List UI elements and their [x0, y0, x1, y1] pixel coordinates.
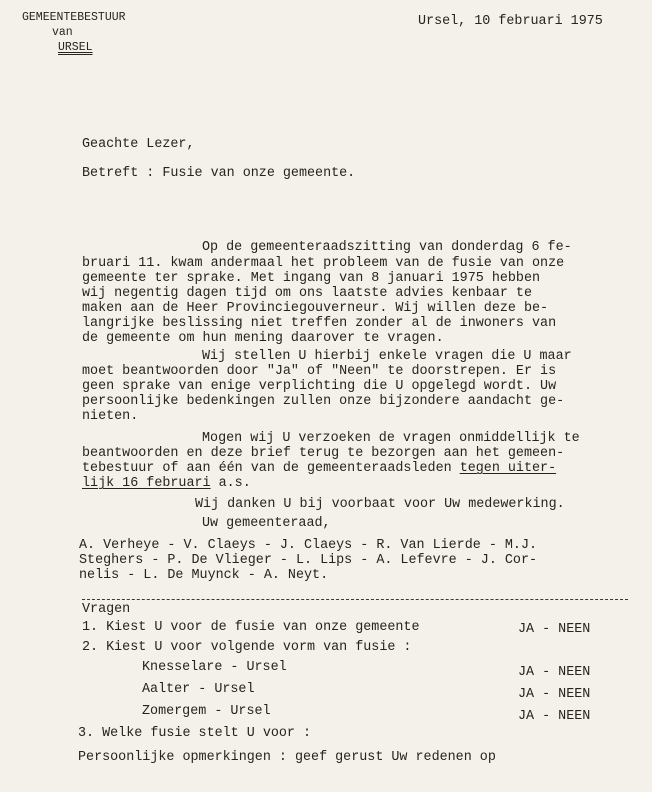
question-2: 2. Kiest U voor volgende vorm van fusie : [82, 640, 412, 655]
paragraph3-line [82, 476, 251, 491]
paragraph2-line: persoonlijke bedenkingen zullen onze bijzondere aandacht ge- [82, 394, 565, 409]
question-1: 1. Kiest U voor de fusie van onze gemeente [82, 620, 420, 635]
answer-choice-aalter[interactable]: JA - NEEN [518, 687, 591, 702]
paragraph2-line: nieten. [82, 409, 139, 424]
letterhead-organization: GEMEENTEBESTUUR [22, 11, 126, 24]
answer-choice-knesselare[interactable]: JA - NEEN [518, 665, 591, 680]
questions-heading: Vragen [82, 602, 131, 617]
paragraph3-text: a.s. [210, 476, 251, 491]
paragraph3-line [82, 461, 556, 476]
letterhead-municipality: URSEL [58, 41, 93, 54]
paragraph2-line: geen sprake van enige verplichting die U opgelegd wordt. Uw [82, 379, 557, 394]
option-zomergem: Zomergem - Ursel [142, 704, 271, 719]
place-date: Ursel, 10 februari 1975 [418, 14, 603, 29]
subject-line: Betreft : Fusie van onze gemeente. [82, 166, 356, 181]
paragraph2-line: Wij stellen U hierbij enkele vragen die U maar [202, 349, 572, 364]
signoff: Uw gemeenteraad, [202, 516, 331, 531]
paragraph1-line: langrijke beslissing niet treffen zonder al de inwoners van [82, 316, 557, 331]
option-knesselare: Knesselare - Ursel [142, 660, 287, 675]
paragraph3-line: beantwoorden en deze brief terug te bezorgen aan het gemeen- [82, 446, 565, 461]
deadline-underlined: tegen uiter- [459, 461, 557, 476]
question-3: 3. Welke fusie stelt U voor : [78, 726, 312, 741]
paragraph3-text: tebestuur of aan één van de gemeenteraadsleden [82, 461, 460, 476]
answer-choice-zomergem[interactable]: JA - NEEN [518, 709, 591, 724]
paragraph1-line: maken aan de Heer Provinciegouverneur. Wij willen deze be- [82, 301, 549, 316]
salutation: Geachte Lezer, [82, 137, 195, 152]
paragraph1-line: de gemeente om hun mening daarover te vragen. [82, 331, 444, 346]
deadline-date-underlined: lijk 16 februari [82, 476, 211, 491]
dashed-separator [82, 599, 628, 600]
paragraph3-line: Mogen wij U verzoeken de vragen onmiddellijk te [202, 431, 580, 446]
thanks-line: Wij danken U bij voorbaat voor Uw medewerking. [195, 497, 565, 512]
paragraph1-line: wij negentig dagen tijd om ons laatste advies kenbaar te [82, 286, 532, 301]
personal-remarks: Persoonlijke opmerkingen : geef gerust Uw redenen op [78, 750, 496, 765]
council-members-line: nelis - L. De Muynck - A. Neyt. [79, 568, 329, 583]
paragraph2-line: moet beantwoorden door "Ja" of "Neen" te doorstrepen. Er is [82, 364, 557, 379]
council-members-line: A. Verheye - V. Claeys - J. Claeys - R. Van Lierde - M.J. [79, 538, 538, 553]
paragraph1-line: Op de gemeenteraadszitting van donderdag 6 fe- [202, 240, 572, 255]
paragraph1-line: gemeente ter sprake. Met ingang van 8 januari 1975 hebben [82, 271, 541, 286]
council-members-line: Steghers - P. De Vlieger - L. Lips - A. Lefevre - J. Cor- [79, 553, 538, 568]
letterhead-van: van [52, 26, 73, 39]
answer-choice-q1[interactable]: JA - NEEN [518, 622, 591, 637]
option-aalter: Aalter - Ursel [142, 682, 255, 697]
paragraph1-line: bruari 11. kwam andermaal het probleem van de fusie van onze [82, 256, 565, 271]
